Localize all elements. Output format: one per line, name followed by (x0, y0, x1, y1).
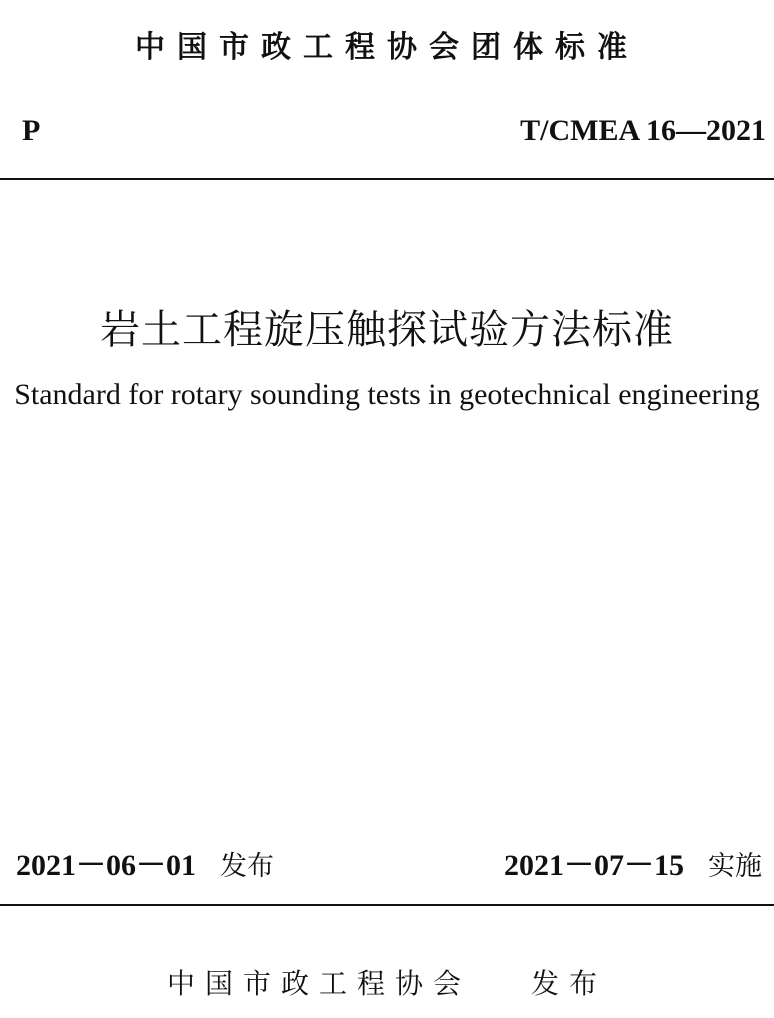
release-date: 2021－06－01 (16, 849, 196, 882)
publisher-line (0, 962, 774, 1002)
effective-label: 实施 (708, 851, 762, 882)
title-chinese: 岩土工程旋压触探试验方法标准 (100, 307, 674, 353)
effective-date: 2021－07－15 (504, 849, 684, 882)
release-date-block (16, 840, 274, 884)
publish-label: 发布 (531, 967, 608, 1000)
title-english: Standard for rotary sounding tests in geotechnical engineering (14, 378, 760, 411)
top-divider (0, 178, 774, 180)
bottom-divider (0, 904, 774, 906)
publisher-name: 中国市政工程协会 (166, 967, 471, 1000)
release-label: 发布 (220, 851, 274, 882)
standard-code: T/CMEA 16—2021 (520, 114, 766, 147)
effective-date-block (504, 840, 762, 884)
org-standard-heading: 中国市政工程协会团体标准 (135, 30, 639, 65)
classification-code: P (22, 114, 41, 147)
